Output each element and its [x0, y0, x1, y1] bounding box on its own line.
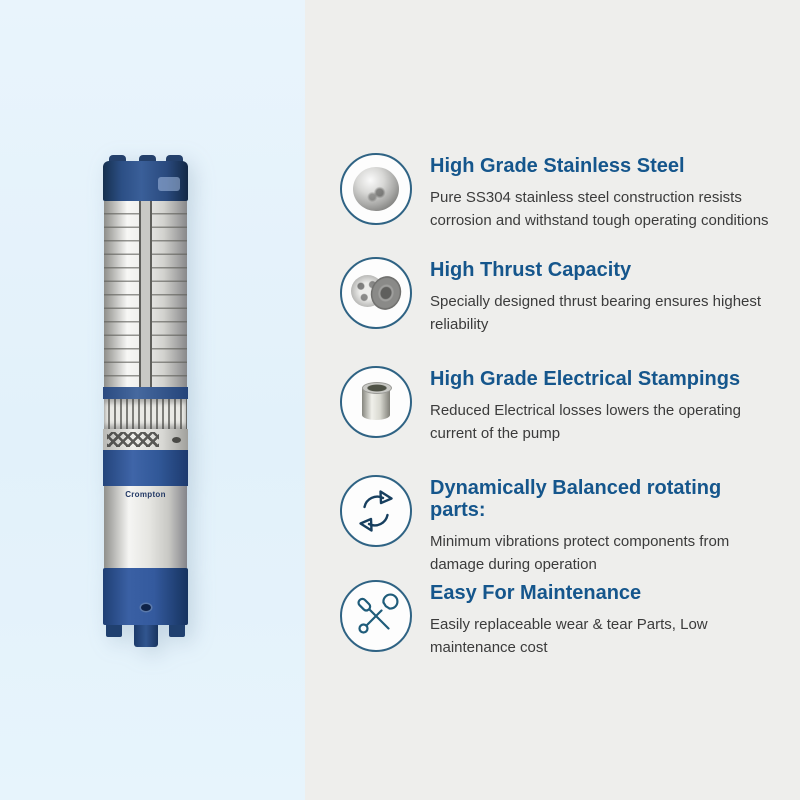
steel-ball-icon [340, 153, 412, 225]
feature-description: Easily replaceable wear & tear Parts, Low maintenance cost [430, 616, 708, 656]
feature-description: Minimum vibrations protect components from damage during operation [430, 533, 730, 573]
feature-item-electrical-stampings [340, 366, 782, 445]
pump-cap-highlight [158, 177, 180, 191]
stamping-cylinder-top [362, 382, 392, 394]
feature-title: Dynamically Balanced rotating parts: [430, 477, 722, 521]
pump-nameplate-pattern [107, 432, 159, 447]
pump-cable-guard [139, 201, 152, 387]
pump-nameplate-dot [172, 437, 181, 443]
thrust-bearing-art [351, 272, 401, 314]
stamping-cylinder-art [362, 384, 390, 420]
pump-brand-label: Crompton [125, 490, 166, 499]
feature-title: High Thrust Capacity [430, 259, 632, 281]
pump-foot [169, 625, 185, 637]
feature-description: Reduced Electrical losses lowers the operating current of the pump [430, 402, 741, 442]
rotating-arrows-icon [340, 475, 412, 547]
tools-icon [340, 580, 412, 652]
pump-nameplate-band [103, 429, 188, 450]
feature-title: High Grade Stainless Steel [430, 155, 685, 177]
feature-description: Specially designed thrust bearing ensures highest reliability [430, 293, 762, 333]
feature-item-thrust-capacity [340, 257, 782, 336]
feature-item-stainless-steel [340, 153, 782, 232]
feature-item-dynamic-balance [340, 475, 782, 576]
feature-description: Pure SS304 stainless steel construction resists corrosion and withstand tough operating conditions [430, 189, 769, 229]
pump-base-hole [141, 604, 151, 611]
feature-title: Easy For Maintenance [430, 582, 642, 604]
wrench-screwdriver-art [352, 592, 400, 640]
pump-base-section [103, 568, 188, 625]
pump-foot [134, 625, 158, 647]
submersible-pump-image [103, 155, 188, 655]
pump-motor-body [104, 486, 187, 568]
pump-photo-panel [0, 0, 305, 800]
pump-intake-screen [104, 399, 187, 429]
electrical-stamping-icon [340, 366, 412, 438]
pump-top-cap [103, 161, 188, 201]
thrust-bearing-icon [340, 257, 412, 329]
pump-foot [106, 625, 122, 637]
feature-title: High Grade Electrical Stampings [430, 368, 741, 390]
feature-item-easy-maintenance [340, 580, 782, 659]
features-panel [305, 0, 800, 800]
steel-ball-art [353, 167, 399, 211]
pump-motor-coupling [103, 450, 188, 486]
rotating-arrows-art [352, 487, 400, 535]
pump-blue-ring [103, 387, 188, 399]
